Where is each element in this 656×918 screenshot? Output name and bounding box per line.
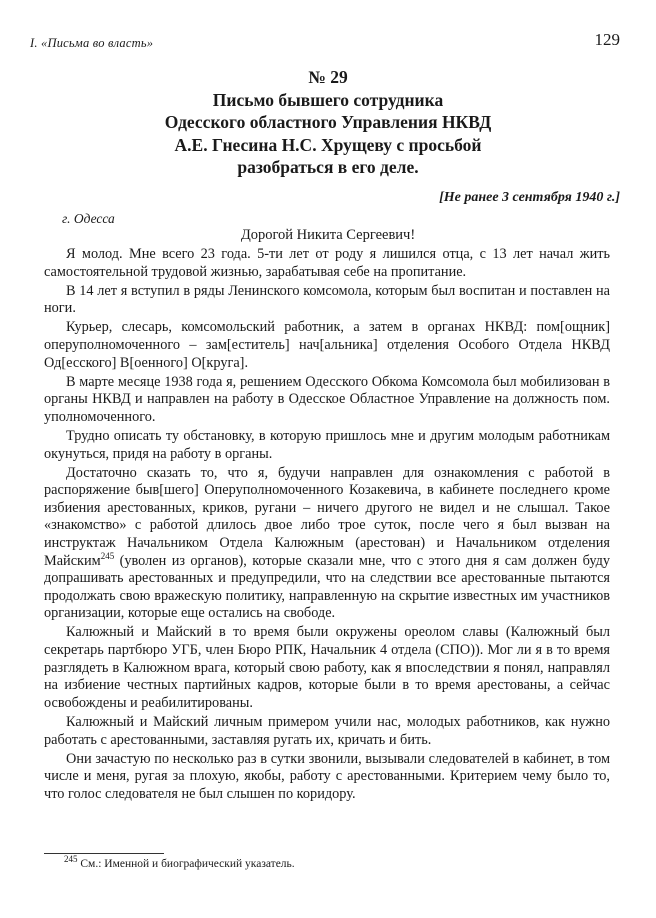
title-line: Одесского областного Управления НКВД: [164, 112, 492, 132]
paragraph: Калюжный и Майский в то время были окружены ореолом славы (Калюжный был секретарь партбюро УГБ, член Бюро РПК, Начальник 4 отдела (СПО)). Мог ли я в то время разглядеть в Калюжном врага, который свою работу, как я впоследствии я понял, направлял на избиение честных партийных кадров, которые были в то время арестованы, а сейчас освобождены и реабилитированы.: [44, 624, 610, 711]
document-number: № 29: [308, 67, 348, 87]
paragraph-text: Достаточно сказать то, что я, будучи направлен для ознакомления с работой в распоряжение быв[шего] Оперуполномоченного Козакевича, в кабинете последнего кроме избиения арестованных, криков, ругани – ничего другого не видел и не слышал. Такое «знакомство» с работой длилось двое либо трое суток, после чего я был вызван на инструктаж Начальником Отдела Калюжным (арестован) и Начальником отделения Майским: [44, 464, 610, 569]
place-name: г. Одесса: [62, 211, 115, 226]
running-head: I. «Письма во власть»: [30, 36, 154, 50]
document-header: [0, 66, 656, 179]
salutation: Дорогой Никита Сергеевич!: [240, 227, 416, 243]
paragraph: Трудно описать ту обстановку, в которую пришлось мне и другим молодым работникам окунуться, придя на работу в органы.: [44, 427, 610, 462]
footnote: [64, 854, 295, 870]
page-number: 129: [594, 30, 620, 49]
title-line: разобраться в его деле.: [237, 157, 419, 177]
paragraph-text: (уволен из органов), которые сказали мне, что с этого дня я сам должен буду допрашивать арестованных и предупредили, что на следствии все арестованные пытаются продолжать свою вражескую политику, направленную на скрытие известных им участников организации, которые еще остались на свободе.: [44, 552, 610, 622]
footnote-text: См.: Именной и биографический указатель.: [77, 858, 295, 870]
footnote-reference: 245: [100, 550, 115, 561]
paragraph: В 14 лет я вступил в ряды Ленинского комсомола, которым был воспитан и поставлен на ноги.: [44, 282, 610, 317]
paragraph: Они зачастую по несколько раз в сутки звонили, вызывали следователей в кабинет, в том числе и меня, ругая за плохую, якобы, работу с арестованными. Критерием чему было то, что голос следователя не был слышен по коридору.: [44, 750, 610, 802]
title-line: А.Е. Гнесина Н.С. Хрущеву с просьбой: [174, 134, 482, 155]
letter-body: [44, 246, 610, 805]
paragraph: [44, 465, 610, 623]
paragraph: Я молод. Мне всего 23 года. 5-ти лет от роду я лишился отца, с 13 лет начал жить самостоятельной трудовой жизнью, зарабатывая себе на пропитание.: [44, 246, 610, 280]
date-note: [Не ранее 3 сентября 1940 г.]: [439, 190, 620, 205]
paragraph: В марте месяце 1938 года я, решением Одесского Обкома Комсомола был мобилизован в органы НКВД и направлен на работу в Одесское Областное Управление на должность пом. уполномоченного.: [44, 373, 610, 425]
footnote-divider: [44, 853, 164, 854]
paragraph: Курьер, слесарь, комсомольский работник, а затем в органах НКВД: пом[ощник] оперуполномоченного – зам[еститель] нач[альника] отделения Особого Отдела НКВД Од[есского] В[оенного] О[круга].: [44, 319, 610, 371]
footnote-number: 245: [64, 854, 78, 865]
paragraph: Калюжный и Майский личным примером учили нас, молодых работников, как нужно работать с арестованными, заставляя ругать их, кричать и бить.: [44, 713, 610, 748]
title-line: Письмо бывшего сотрудника: [212, 89, 444, 110]
